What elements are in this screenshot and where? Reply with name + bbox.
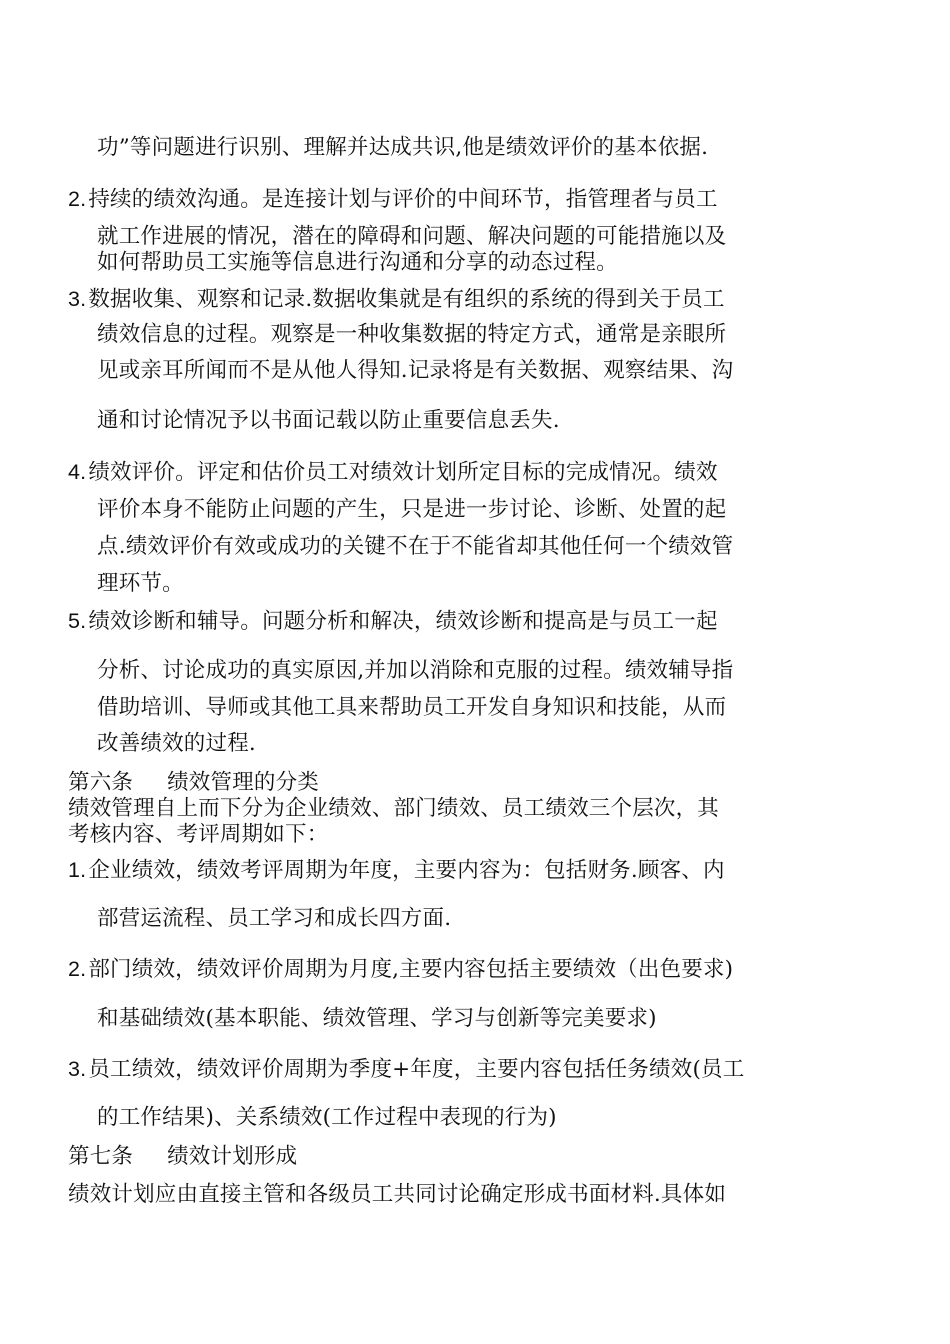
list-number: 5. <box>68 609 87 633</box>
list-number: 2. <box>68 957 87 981</box>
section-list-item-2-first-line <box>68 954 733 985</box>
text-line: 绩效信息的过程。观察是一种收集数据的特定方式，通常是亲眼所 <box>97 322 727 347</box>
list-item-4-first-line <box>68 457 718 488</box>
text-line: 改善绩效的过程. <box>97 731 256 756</box>
text-line: 部门绩效，绩效评价周期为月度,主要内容包括主要绩效（出色要求) <box>88 957 734 982</box>
text-line: 借助培训、导师或其他工具来帮助员工开发自身知识和技能，从而 <box>97 695 727 720</box>
text-line: 企业绩效，绩效考评周期为年度，主要内容为：包括财务.顾客、内 <box>88 858 725 883</box>
list-number: 4. <box>68 460 87 484</box>
text-line: 绩效诊断和辅导。问题分析和解决，绩效诊断和提高是与员工一起 <box>88 609 718 634</box>
text-line: 部营运流程、员工学习和成长四方面. <box>97 906 452 931</box>
section-list-item-1-first-line <box>68 855 725 886</box>
article-title: 绩效管理的分类 <box>167 770 320 795</box>
text-line: 的工作结果)、关系绩效(工作过程中表现的行为) <box>97 1105 557 1130</box>
text-line: 功”等问题进行识别、理解并达成共识,他是绩效评价的基本依据. <box>97 135 709 160</box>
section-list-item-3-first-line <box>68 1054 744 1085</box>
list-item-3-first-line <box>68 284 725 315</box>
text-line: 持续的绩效沟通。是连接计划与评价的中间环节，指管理者与员工 <box>88 187 718 212</box>
text-line: 评价本身不能防止问题的产生，只是进一步讨论、诊断、处置的起 <box>97 497 727 522</box>
article-label: 第七条 <box>68 1144 134 1169</box>
text-line: 员工绩效，绩效评价周期为季度+年度，主要内容包括任务绩效(员工 <box>88 1057 745 1082</box>
text-line: 绩效计划应由直接主管和各级员工共同讨论确定形成书面材料.具体如 <box>68 1182 727 1207</box>
text-line: 绩效评价。评定和估价员工对绩效计划所定目标的完成情况。绩效 <box>88 460 718 485</box>
list-number: 1. <box>68 858 87 882</box>
list-number: 2. <box>68 187 87 211</box>
article-title: 绩效计划形成 <box>167 1144 298 1169</box>
list-item-5-first-line <box>68 606 718 637</box>
text-line: 和基础绩效(基本职能、绩效管理、学习与创新等完美要求) <box>97 1006 657 1031</box>
text-line: 理环节。 <box>97 571 184 596</box>
text-line: 点.绩效评价有效或成功的关键不在于不能省却其他任何一个绩效管 <box>97 534 734 559</box>
text-line: 绩效管理自上而下分为企业绩效、部门绩效、员工绩效三个层次，其 <box>68 796 720 821</box>
text-line: 通和讨论情况予以书面记载以防止重要信息丢失. <box>97 408 560 433</box>
text-line: 考核内容、考评周期如下： <box>68 822 329 847</box>
list-number: 3. <box>68 1057 87 1081</box>
text-line: 如何帮助员工实施等信息进行沟通和分享的动态过程。 <box>97 250 618 275</box>
text-line: 见或亲耳所闻而不是从他人得知.记录将是有关数据、观察结果、沟 <box>97 358 734 383</box>
article-7-heading <box>68 1142 297 1172</box>
text-line: 分析、讨论成功的真实原因,并加以消除和克服的过程。绩效辅导指 <box>97 658 734 683</box>
list-number: 3. <box>68 287 87 311</box>
list-item-2-first-line <box>68 184 718 215</box>
article-label: 第六条 <box>68 770 134 795</box>
text-line: 就工作进展的情况，潜在的障碍和问题、解决问题的可能措施以及 <box>97 224 727 249</box>
text-line: 数据收集、观察和记录.数据收集就是有组织的系统的得到关于员工 <box>88 287 725 312</box>
